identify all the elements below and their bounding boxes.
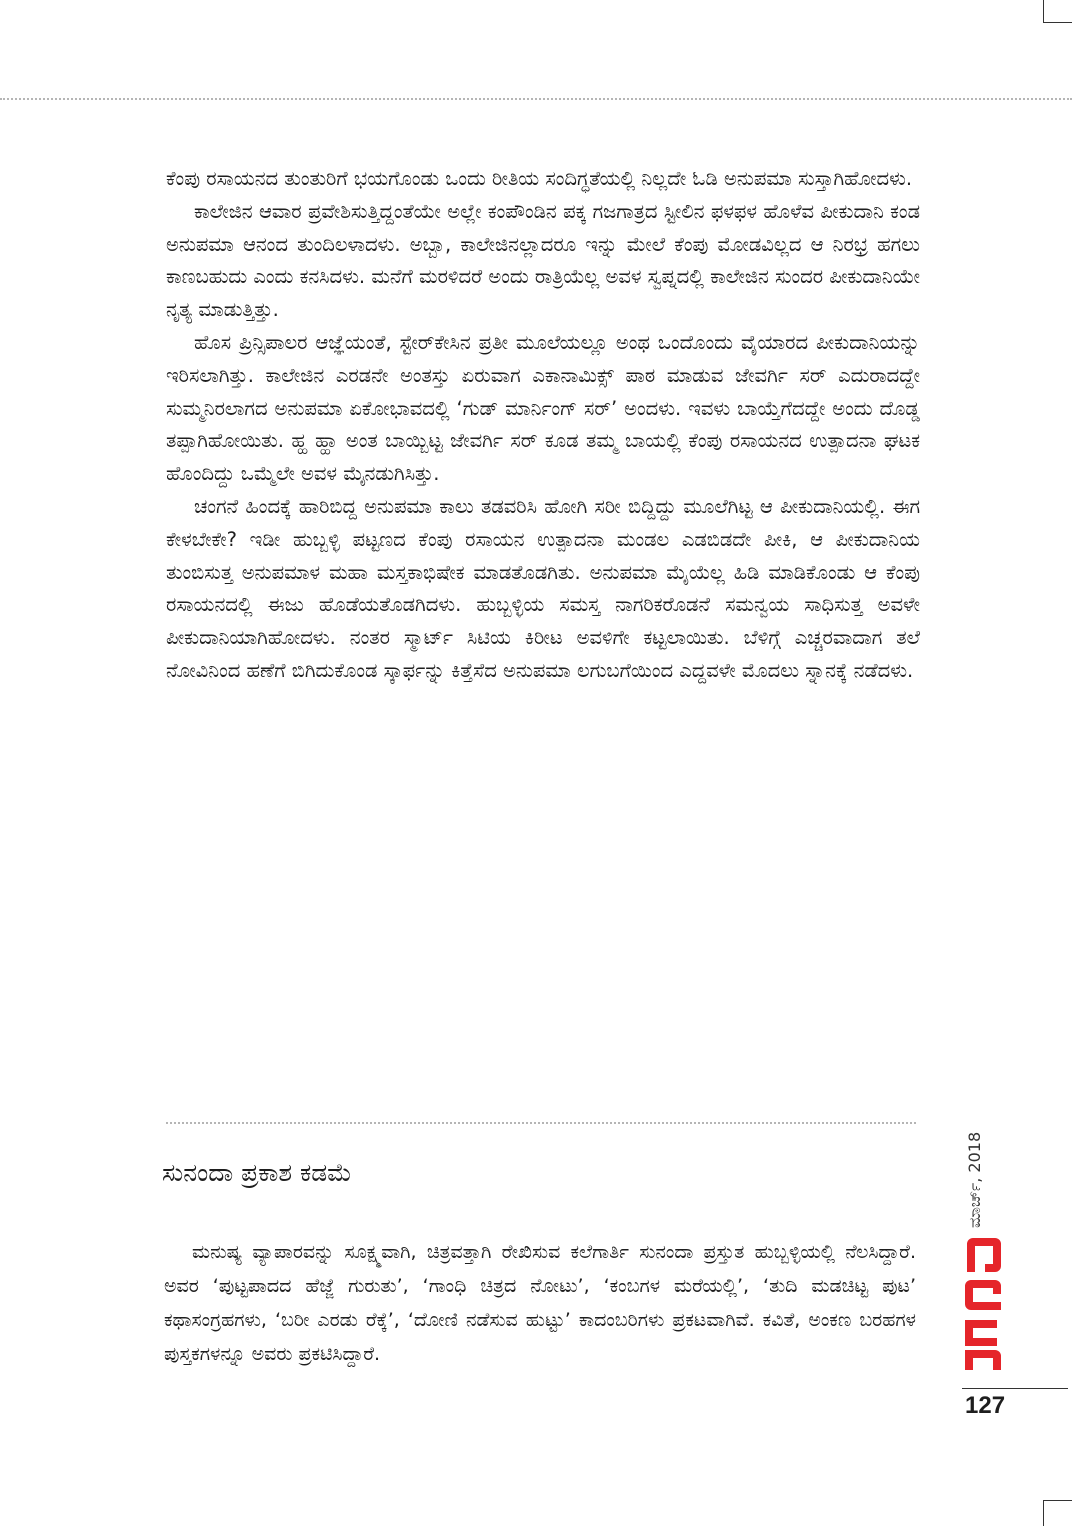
crop-mark-bottom (1043, 1500, 1072, 1526)
section-dotted-rule (166, 1122, 916, 1124)
story-paragraph: ಚಂಗನೆ ಹಿಂದಕ್ಕೆ ಹಾರಿಬಿದ್ದ ಅನುಪಮಾ ಕಾಲು ತಡವರಿಸಿ ಹೋಗಿ ಸರೀ ಬಿದ್ದಿದ್ದು ಮೂಲೆಗಿಟ್ಟ ಆ ಪೀಕುದಾನಿಯಲ್ಲಿ. ಈಗ ಕೇಳಬೇಕೇ? ಇಡೀ ಹುಬ್ಬಳ್ಳಿ ಪಟ್ಟಣದ ಕೆಂಪು ರಸಾಯನ ಉತ್ಪಾದನಾ ಮಂಡಲ ಎಡಬಿಡದೇ ಪೀಕಿ, ಆ ಪೀಕುದಾನಿಯ ತುಂಬಿಸುತ್ತ ಅನುಪಮಾಳ ಮಹಾ ಮಸ್ತಕಾಭಿಷೇಕ ಮಾಡತೊಡಗಿತು. ಅನುಪಮಾ ಮೈಯೆಲ್ಲ ಹಿಡಿ ಮಾಡಿಕೊಂಡು ಆ ಕೆಂಪು ರಸಾಯನದಲ್ಲಿ ಈಜು ಹೊಡೆಯತೊಡಗಿದಳು. ಹುಬ್ಬಳ್ಳಿಯ ಸಮಸ್ತ ನಾಗರಿಕರೊಡನೆ ಸಮನ್ವಯ ಸಾಧಿಸುತ್ತ ಅವಳೇ ಪೀಕುದಾನಿಯಾಗಿಹೋದಳು. ನಂತರ ಸ್ಮಾರ್ಟ್ ಸಿಟಿಯ ಕಿರೀಟ ಅವಳಿಗೇ ಕಟ್ಟಲಾಯಿತು. ಬೆಳಿಗ್ಗೆ ಎಚ್ಚರವಾದಾಗ ತಲೆ ನೋವಿನಿಂದ ಹಣೆಗೆ ಬಿಗಿದುಕೊಂಡ ಸ್ಕಾರ್ಫನ್ನು ಕಿತ್ತೆಸೆದ ಅನುಪಮಾ ಲಗುಬಗೆಯಿಂದ ಎದ್ದವಳೇ ಮೊದಲು ಸ್ನಾನಕ್ಕೆ ನಡೆದಳು. (166, 494, 920, 682)
story-text (166, 163, 920, 688)
author-bio: ಮನುಷ್ಯ ವ್ಯಾಪಾರವನ್ನು ಸೂಕ್ಷ್ಮವಾಗಿ, ಚಿತ್ರವತ್ತಾಗಿ ರೇಖಿಸುವ ಕಲೆಗಾರ್ತಿ ಸುನಂದಾ ಪ್ರಸ್ತುತ ಹುಬ್ಬಳ್ಳಿಯಲ್ಲಿ ನೆಲಸಿದ್ದಾರೆ. ಅವರ ‘ಪುಟ್ಟಪಾದದ ಹೆಜ್ಜೆ ಗುರುತು’, ‘ಗಾಂಧಿ ಚಿತ್ರದ ನೋಟು’, ‘ಕಂಬಗಳ ಮರೆಯಲ್ಲಿ’, ‘ತುದಿ ಮಡಚಿಟ್ಟ ಪುಟ’ ಕಥಾಸಂಗ್ರಹಗಳು, ‘ಬರೀ ಎರಡು ರೆಕ್ಕೆ’, ‘ದೋಣಿ ನಡೆಸುವ ಹುಟ್ಟು’ ಕಾದಂಬರಿಗಳು ಪ್ರಕಟವಾಗಿವೆ. ಕವಿತೆ, ಅಂಕಣ ಬರಹಗಳ ಪುಸ್ತಕಗಳನ್ನೂ ಅವರು ಪ್ರಕಟಿಸಿದ್ದಾರೆ. (164, 1241, 916, 1365)
story-paragraph: ಕಾಲೇಜಿನ ಆವಾರ ಪ್ರವೇಶಿಸುತ್ತಿದ್ದಂತೆಯೇ ಅಲ್ಲೇ ಕಂಪೌಂಡಿನ ಪಕ್ಕ ಗಜಗಾತ್ರದ ಸ್ಟೀಲಿನ ಫಳಫಳ ಹೊಳೆವ ಪೀಕುದಾನಿ ಕಂಡ ಅನುಪಮಾ ಆನಂದ ತುಂದಿಲಳಾದಳು. ಅಬ್ಬಾ, ಕಾಲೇಜಿನಲ್ಲಾದರೂ ಇನ್ನು ಮೇಲೆ ಕೆಂಪು ಮೋಡವಿಲ್ಲದ ಆ ನಿರಭ್ರ ಹಗಲು ಕಾಣಬಹುದು ಎಂದು ಕನಸಿದಳು. ಮನೆಗೆ ಮರಳಿದರೆ ಅಂದು ರಾತ್ರಿಯೆಲ್ಲ ಅವಳ ಸ್ವಪ್ನದಲ್ಲಿ ಕಾಲೇಜಿನ ಸುಂದರ ಪೀಕುದಾನಿಯೇ ನೃತ್ಯ ಮಾಡುತ್ತಿತ್ತು. (166, 199, 920, 322)
story-paragraph: ಹೊಸ ಪ್ರಿನ್ಸಿಪಾಲರ ಆಜ್ಞೆಯಂತೆ, ಸ್ಟೇರ್‌ಕೇಸಿನ ಪ್ರತೀ ಮೂಲೆಯಲ್ಲೂ ಅಂಥ ಒಂದೊಂದು ವೈಯಾರದ ಪೀಕುದಾನಿಯನ್ನು ಇರಿಸಲಾಗಿತ್ತು. ಕಾಲೇಜಿನ ಎರಡನೇ ಅಂತಸ್ತು ಏರುವಾಗ ಎಕಾನಾಮಿಕ್ಸ್ ಪಾಠ ಮಾಡುವ ಜೇವರ್ಗಿ ಸರ್ ಎದುರಾದದ್ದೇ ಸುಮ್ಮನಿರಲಾಗದ ಅನುಪಮಾ ಏಕೋಭಾವದಲ್ಲಿ ‘ಗುಡ್ ಮಾರ್ನಿಂಗ್ ಸರ್’ ಅಂದಳು. ಇವಳು ಬಾಯ್ತೆಗೆದದ್ದೇ ಅಂದು ದೊಡ್ಡ ತಪ್ಪಾಗಿಹೋಯಿತು. ಹ್ಹ ಹ್ಹಾ ಅಂತ ಬಾಯ್ಬಿಟ್ಟ ಜೇವರ್ಗಿ ಸರ್ ಕೂಡ ತಮ್ಮ ಬಾಯಲ್ಲಿ ಕೆಂಪು ರಸಾಯನದ ಉತ್ಪಾದನಾ ಘಟಕ ಹೊಂದಿದ್ದು ಒಮ್ಮೆಲೇ ಅವಳ ಮೈನಡುಗಿಸಿತ್ತು. (166, 330, 920, 486)
page-number-rule (962, 1388, 1068, 1389)
magazine-logo (961, 1234, 1001, 1374)
logo-graphic (961, 1234, 1001, 1374)
author-name: ಸುನಂದಾ ಪ್ರಕಾಶ ಕಡಮೆ (162, 1158, 352, 1187)
page-number: 127 (965, 1392, 1006, 1419)
top-dotted-rule (0, 98, 1072, 100)
issue-date: ಮಾರ್ಚ್, 2018 (965, 1131, 984, 1228)
story-paragraph: ಕೆಂಪು ರಸಾಯನದ ತುಂತುರಿಗೆ ಭಯಗೊಂಡು ಒಂದು ರೀತಿಯ ಸಂದಿಗ್ಧತೆಯಲ್ಲಿ ನಿಲ್ಲದೇ ಓಡಿ ಅನುಪಮಾ ಸುಸ್ತಾಗಿಹೋದಳು. (166, 167, 913, 190)
crop-mark-top (1043, 0, 1072, 23)
